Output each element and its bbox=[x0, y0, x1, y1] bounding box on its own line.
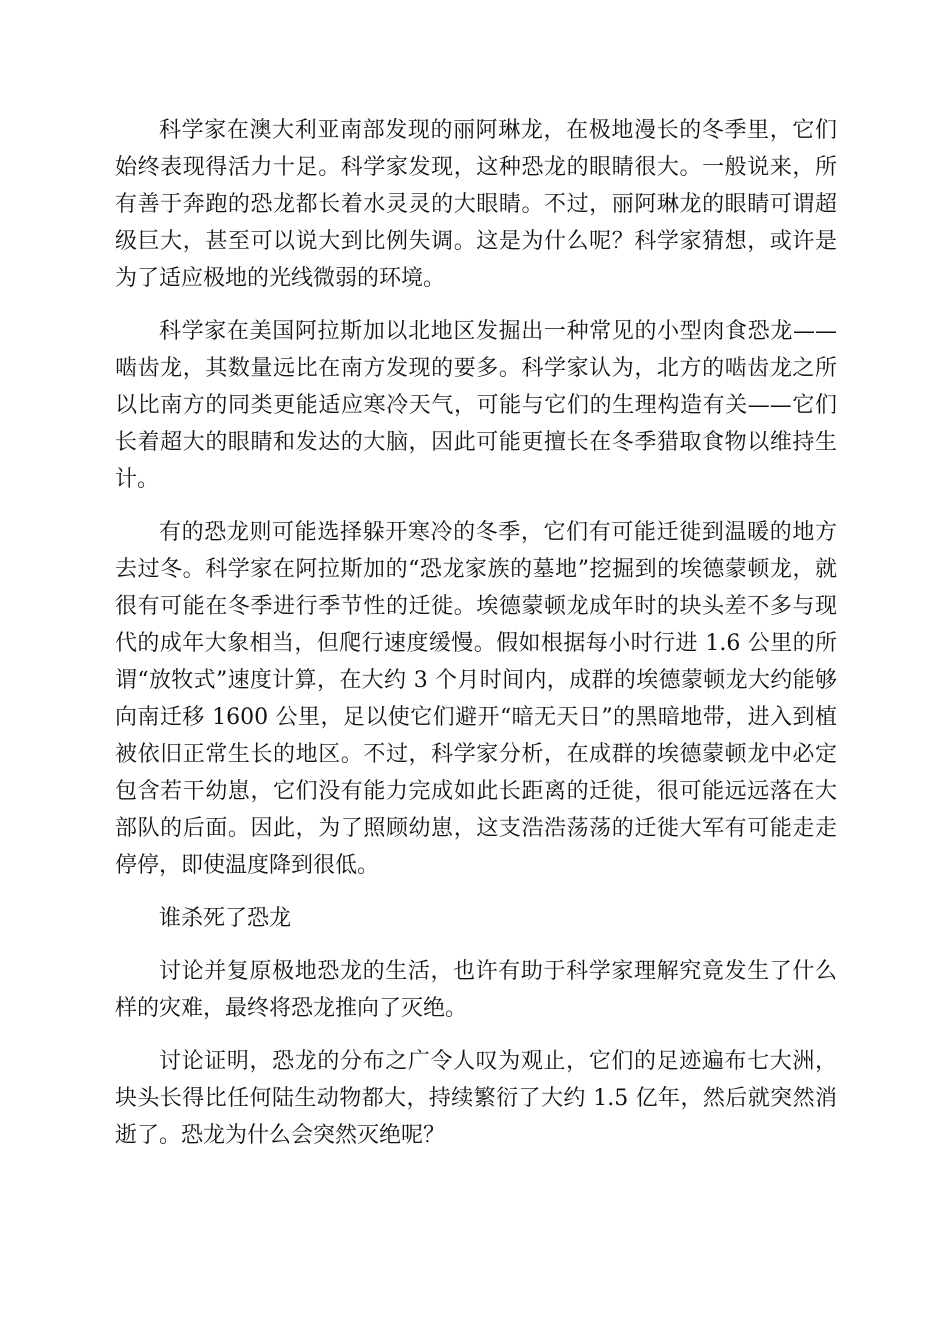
paragraph-leaellynasaura: 科学家在澳大利亚南部发现的丽阿琳龙，在极地漫长的冬季里，它们始终表现得活力十足。科学家发现，这种恐龙的眼睛很大。一般说来，所有善于奔跑的恐龙都长着水灵灵的大眼睛。不过，丽阿琳龙的眼睛可谓超级巨大，甚至可以说大到比例失调。这是为什么呢？科学家猜想，或许是为了适应极地的光线微弱的环境。 bbox=[115, 118, 837, 291]
paragraph-discussion: 讨论并复原极地恐龙的生活，也许有助于科学家理解究竟发生了什么样的灾难，最终将恐龙推向了灭绝。 bbox=[115, 959, 837, 1021]
paragraph-extinction-question: 讨论证明，恐龙的分布之广令人叹为观止，它们的足迹遍布七大洲，块头长得比任何陆生动物都大，持续繁衍了大约 1.5 亿年，然后就突然消逝了。恐龙为什么会突然灭绝呢？ bbox=[115, 1049, 837, 1148]
section-heading: 谁杀死了恐龙 bbox=[159, 906, 292, 931]
document-page bbox=[115, 112, 837, 1170]
paragraph-edmontosaurus-migration: 有的恐龙则可能选择躲开寒冷的冬季，它们有可能迁徙到温暖的地方去过冬。科学家在阿拉斯加的“恐龙家族的墓地”挖掘到的埃德蒙顿龙，就很有可能在冬季进行季节性的迁徙。埃德蒙顿龙成年时的块头差不多与现代的成年大象相当，但爬行速度缓慢。假如根据每小时行进 1.6 公里的所谓“放牧式”速度计算，在大约 3 个月时间内，成群的埃德蒙顿龙大约能够向南迁移 1600 公里，足以使它们避开“暗无天日”的黑暗地带，进入到植被依旧正常生长的地区。不过，科学家分析，在成群的埃德蒙顿龙中必定包含若干幼崽，它们没有能力完成如此长距离的迁徙，很可能远远落在大部队的后面。因此，为了照顾幼崽，这支浩浩荡荡的迁徙大军有可能走走停停，即使温度降到很低。 bbox=[115, 520, 837, 878]
paragraph-troodon: 科学家在美国阿拉斯加以北地区发掘出一种常见的小型肉食恐龙——啮齿龙，其数量远比在南方发现的要多。科学家认为，北方的啮齿龙之所以比南方的同类更能适应寒冷天气，可能与它们的生理构造有关——它们长着超大的眼睛和发达的大脑，因此可能更擅长在冬季猎取食物以维持生计。 bbox=[115, 319, 837, 492]
